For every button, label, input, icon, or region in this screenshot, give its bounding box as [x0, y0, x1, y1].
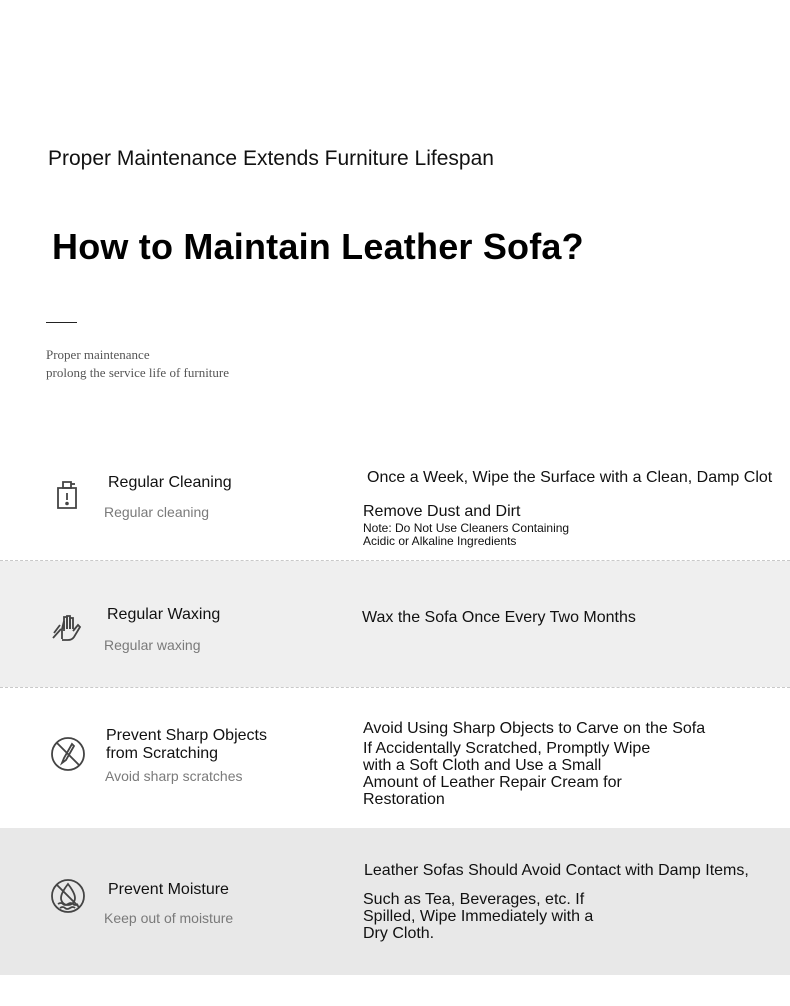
- list-item-scratch: [0, 688, 790, 828]
- item-description-bold: [363, 503, 520, 520]
- water-drop-icon: [50, 878, 86, 914]
- item-description: [367, 469, 772, 486]
- item-description-body: [363, 740, 650, 808]
- description-line: Restoration: [363, 791, 445, 808]
- item-description: [363, 720, 705, 737]
- hand-cloth-icon: [50, 609, 86, 645]
- note-line: Note: Do Not Use Cleaners Containing: [363, 521, 570, 535]
- header-note: [46, 346, 229, 382]
- description-line: Once a Week, Wipe the Surface with a Clean, Damp Clot: [367, 469, 773, 486]
- description-line: Leather Sofas Should Avoid Contact with Damp Items,: [364, 862, 749, 879]
- description-line: Amount of Leather Repair Cream for: [363, 774, 622, 791]
- label-line: Prevent Sharp Objects: [106, 727, 267, 744]
- item-sublabel: Keep out of moisture: [104, 910, 234, 926]
- note-line: Acidic or Alkaline Ingredients: [363, 534, 517, 548]
- divider: [46, 322, 77, 323]
- list-item-waxing: [0, 561, 790, 687]
- item-label: Prevent Moisture: [108, 881, 229, 898]
- page-title: How to Maintain Leather Sofa?: [52, 226, 584, 267]
- label-line: from Scratching: [106, 745, 219, 762]
- header-note-line: prolong the service life of furniture: [46, 365, 230, 380]
- description-line: Wax the Sofa Once Every Two Months: [362, 609, 636, 626]
- description-line: If Accidentally Scratched, Promptly Wipe: [363, 740, 651, 757]
- list-item-cleaning: [0, 452, 790, 560]
- item-note: [363, 522, 569, 548]
- item-description-body: [363, 891, 593, 942]
- item-sublabel: Avoid sharp scratches: [105, 768, 243, 784]
- item-sublabel: Regular cleaning: [104, 504, 210, 520]
- description-line: Remove Dust and Dirt: [363, 503, 521, 520]
- no-sharp-objects-icon: [50, 736, 86, 772]
- list-item-moisture: [0, 828, 790, 975]
- item-label: Regular Waxing: [107, 606, 221, 623]
- description-line: Avoid Using Sharp Objects to Carve on the Sofa: [363, 720, 706, 737]
- description-line: with a Soft Cloth and Use a Small: [363, 757, 602, 774]
- spray-bottle-icon: [50, 476, 86, 512]
- item-description: [364, 862, 749, 879]
- item-label: [106, 727, 267, 763]
- description-line: Dry Cloth.: [363, 925, 435, 942]
- page-subtitle: Proper Maintenance Extends Furniture Lifespan: [48, 147, 494, 170]
- description-line: Spilled, Wipe Immediately with a: [363, 908, 594, 925]
- description-line: Such as Tea, Beverages, etc. If: [363, 891, 585, 908]
- item-label: Regular Cleaning: [108, 474, 232, 491]
- item-description: [362, 609, 636, 626]
- header-note-line: Proper maintenance: [46, 347, 150, 362]
- item-sublabel: Regular waxing: [104, 637, 201, 653]
